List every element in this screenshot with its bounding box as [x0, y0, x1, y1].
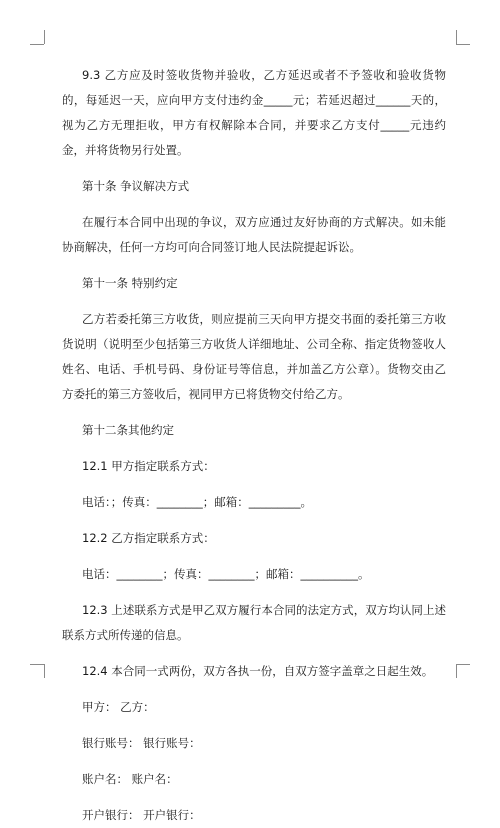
crop-mark-top-left-horizontal [30, 44, 44, 45]
bank-account-line: 银行账号： 银行账号： [82, 736, 201, 750]
clause-12-1: 12.1 甲方指定联系方式： [82, 459, 215, 473]
article-10-body: 在履行本合同中出现的争议，双方应通过友好协商的方式解决。如未能协商解决，任何一方均可向合同签订地人民法院提起诉讼。 [62, 215, 446, 254]
article-11-body: 乙方若委托第三方收货，则应提前三天向甲方提交书面的委托第三方收货说明（说明至少包括第三方收货人详细地址、公司全称、指定货物签收人姓名、电话、手机号码、身份证号等信息，并加盖乙方公章）。货物交由乙方委托的第三方签收后，视同甲方已将货物交付给乙方。 [62, 312, 446, 401]
signature-parties-line: 甲方： 乙方： [82, 700, 155, 714]
crop-mark-bottom-left-horizontal [30, 664, 44, 665]
crop-mark-bottom-right-vertical [456, 664, 457, 678]
party-b-contact-line: 电话：________；传真：________；邮箱：__________。 [82, 567, 370, 581]
opening-bank-line: 开户银行： 开户银行： [82, 808, 201, 822]
article-11-heading: 第十一条 特别约定 [82, 276, 178, 290]
party-a-contact-line: 电话：；传真：________；邮箱：_________。 [82, 495, 312, 509]
clause-12-3: 12.3 上述联系方式是甲乙双方履行本合同的法定方式，双方均认同上述联系方式所传递的信息。 [62, 603, 446, 642]
crop-mark-bottom-right-horizontal [456, 664, 470, 665]
article-10-heading: 第十条 争议解决方式 [82, 179, 190, 193]
crop-mark-top-right-vertical [456, 30, 457, 44]
crop-mark-bottom-left-vertical [44, 664, 45, 678]
crop-mark-top-right-horizontal [456, 44, 470, 45]
document-body [62, 63, 446, 828]
account-name-line: 账户名： 账户名： [82, 772, 178, 786]
article-12-heading: 第十二条其他约定 [82, 423, 174, 437]
clause-9-3: 9.3 乙方应及时签收货物并验收，乙方延迟或者不予签收和验收货物的，每延迟一天，应向甲方支付违约金_____元；若延迟超过______天的，视为乙方无理拒收，甲方有权解除本合同，并要求乙方支付_____元违约金，并将货物另行处置。 [62, 68, 446, 157]
clause-12-4: 12.4 本合同一式两份，双方各执一份，自双方签字盖章之日起生效。 [82, 664, 434, 678]
crop-mark-top-left-vertical [44, 30, 45, 44]
clause-12-2: 12.2 乙方指定联系方式： [82, 531, 215, 545]
